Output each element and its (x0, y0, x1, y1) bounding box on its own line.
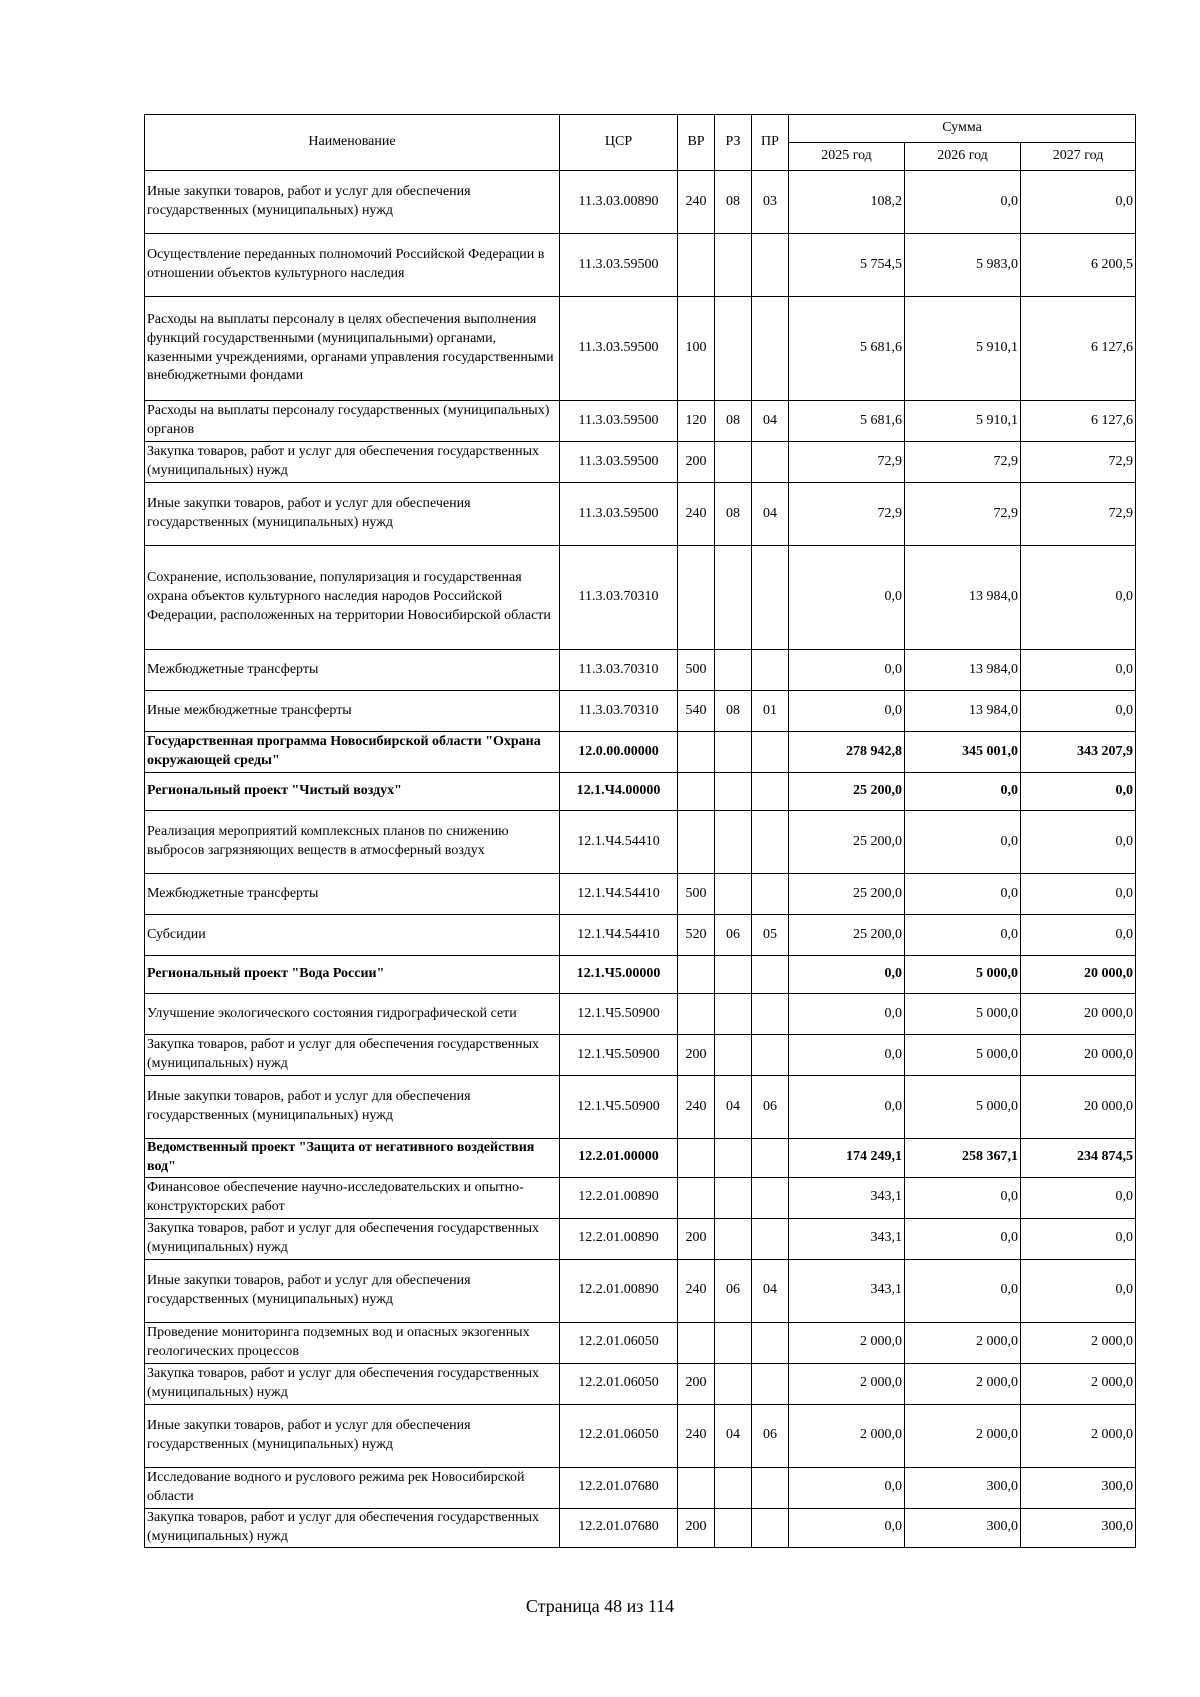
cell-sum-2025: 0,0 (789, 1076, 905, 1139)
budget-table (144, 114, 1136, 1548)
cell-csr: 12.2.01.06050 (560, 1363, 678, 1404)
cell-csr: 12.1.Ч4.54410 (560, 811, 678, 874)
cell-rz: 08 (715, 483, 752, 546)
cell-sum-2026: 72,9 (905, 442, 1021, 483)
table-row (145, 1508, 1136, 1547)
table-row (145, 1076, 1136, 1139)
cell-sum-2027: 0,0 (1021, 915, 1136, 956)
cell-csr: 12.2.01.00890 (560, 1218, 678, 1259)
header-rz: РЗ (715, 115, 752, 171)
table-row (145, 956, 1136, 994)
cell-sum-2025: 2 000,0 (789, 1322, 905, 1363)
cell-pr: 05 (752, 915, 789, 956)
cell-pr (752, 650, 789, 691)
cell-pr: 06 (752, 1404, 789, 1467)
cell-sum-2025: 5 681,6 (789, 297, 905, 401)
cell-rz (715, 1363, 752, 1404)
cell-name: Закупка товаров, работ и услуг для обеспечения государственных (муниципальных) нужд (145, 1363, 560, 1404)
cell-sum-2025: 2 000,0 (789, 1363, 905, 1404)
cell-pr: 04 (752, 1259, 789, 1322)
cell-sum-2027: 72,9 (1021, 483, 1136, 546)
cell-sum-2025: 343,1 (789, 1177, 905, 1218)
cell-sum-2026: 5 910,1 (905, 297, 1021, 401)
table-row (145, 915, 1136, 956)
cell-pr (752, 546, 789, 650)
cell-vr (678, 1139, 715, 1178)
cell-sum-2027: 0,0 (1021, 1218, 1136, 1259)
cell-rz: 06 (715, 1259, 752, 1322)
cell-rz (715, 732, 752, 773)
cell-rz: 04 (715, 1404, 752, 1467)
cell-csr: 12.1.Ч5.00000 (560, 956, 678, 994)
table-row (145, 234, 1136, 297)
cell-csr: 12.2.01.06050 (560, 1404, 678, 1467)
cell-csr: 12.1.Ч4.54410 (560, 915, 678, 956)
table-row (145, 1404, 1136, 1467)
cell-sum-2026: 13 984,0 (905, 546, 1021, 650)
cell-sum-2026: 345 001,0 (905, 732, 1021, 773)
cell-sum-2026: 2 000,0 (905, 1322, 1021, 1363)
cell-vr: 240 (678, 171, 715, 234)
table-row (145, 1218, 1136, 1259)
cell-vr: 240 (678, 1076, 715, 1139)
cell-sum-2027: 0,0 (1021, 1259, 1136, 1322)
cell-name: Субсидии (145, 915, 560, 956)
cell-csr: 12.2.01.07680 (560, 1508, 678, 1547)
cell-rz (715, 773, 752, 811)
cell-rz (715, 546, 752, 650)
cell-rz (715, 1177, 752, 1218)
cell-rz: 08 (715, 171, 752, 234)
table-row (145, 994, 1136, 1035)
cell-sum-2025: 343,1 (789, 1259, 905, 1322)
cell-name: Проведение мониторинга подземных вод и опасных экзогенных геологических процессов (145, 1322, 560, 1363)
cell-csr: 11.3.03.70310 (560, 691, 678, 732)
cell-csr: 12.2.01.07680 (560, 1467, 678, 1508)
cell-name: Расходы на выплаты персоналу государственных (муниципальных) органов (145, 401, 560, 442)
cell-pr: 04 (752, 483, 789, 546)
cell-vr: 500 (678, 874, 715, 915)
cell-name: Закупка товаров, работ и услуг для обеспечения государственных (муниципальных) нужд (145, 1508, 560, 1547)
table-row (145, 874, 1136, 915)
cell-sum-2025: 108,2 (789, 171, 905, 234)
table-row (145, 483, 1136, 546)
cell-rz: 08 (715, 691, 752, 732)
cell-name: Иные межбюджетные трансферты (145, 691, 560, 732)
cell-sum-2026: 5 000,0 (905, 956, 1021, 994)
cell-sum-2026: 0,0 (905, 1177, 1021, 1218)
cell-sum-2025: 278 942,8 (789, 732, 905, 773)
cell-sum-2027: 0,0 (1021, 1177, 1136, 1218)
cell-pr (752, 994, 789, 1035)
cell-pr (752, 1363, 789, 1404)
cell-sum-2027: 20 000,0 (1021, 1035, 1136, 1076)
table-row (145, 691, 1136, 732)
cell-sum-2027: 6 200,5 (1021, 234, 1136, 297)
cell-csr: 11.3.03.70310 (560, 546, 678, 650)
cell-vr (678, 994, 715, 1035)
cell-name: Финансовое обеспечение научно-исследовательских и опытно-конструкторских работ (145, 1177, 560, 1218)
header-vr: ВР (678, 115, 715, 171)
cell-csr: 11.3.03.00890 (560, 171, 678, 234)
cell-vr (678, 546, 715, 650)
cell-sum-2026: 13 984,0 (905, 650, 1021, 691)
table-row (145, 1467, 1136, 1508)
cell-sum-2027: 300,0 (1021, 1508, 1136, 1547)
cell-pr (752, 732, 789, 773)
cell-csr: 12.1.Ч5.50900 (560, 1035, 678, 1076)
cell-rz (715, 297, 752, 401)
cell-name: Иные закупки товаров, работ и услуг для обеспечения государственных (муниципальных) нужд (145, 483, 560, 546)
cell-sum-2025: 72,9 (789, 483, 905, 546)
cell-sum-2025: 0,0 (789, 1508, 905, 1547)
cell-rz (715, 1035, 752, 1076)
cell-vr (678, 773, 715, 811)
cell-sum-2025: 0,0 (789, 1035, 905, 1076)
header-csr: ЦСР (560, 115, 678, 171)
cell-name: Иные закупки товаров, работ и услуг для обеспечения государственных (муниципальных) нужд (145, 1259, 560, 1322)
table-row (145, 1322, 1136, 1363)
cell-pr (752, 811, 789, 874)
cell-sum-2025: 2 000,0 (789, 1404, 905, 1467)
cell-name: Осуществление переданных полномочий Российской Федерации в отношении объектов культурного наследия (145, 234, 560, 297)
cell-vr: 200 (678, 442, 715, 483)
cell-vr: 200 (678, 1508, 715, 1547)
cell-sum-2027: 2 000,0 (1021, 1322, 1136, 1363)
cell-sum-2027: 72,9 (1021, 442, 1136, 483)
cell-vr (678, 1322, 715, 1363)
cell-sum-2025: 25 200,0 (789, 811, 905, 874)
cell-sum-2027: 20 000,0 (1021, 994, 1136, 1035)
cell-name: Межбюджетные трансферты (145, 874, 560, 915)
table-row (145, 1139, 1136, 1178)
table-row (145, 811, 1136, 874)
cell-name: Закупка товаров, работ и услуг для обеспечения государственных (муниципальных) нужд (145, 1035, 560, 1076)
cell-csr: 12.1.Ч4.54410 (560, 874, 678, 915)
cell-name: Реализация мероприятий комплексных планов по снижению выбросов загрязняющих веществ в атмосферный воздух (145, 811, 560, 874)
cell-name: Ведомственный проект "Защита от негативного воздействия вод" (145, 1139, 560, 1178)
cell-name: Региональный проект "Вода России" (145, 956, 560, 994)
cell-sum-2026: 13 984,0 (905, 691, 1021, 732)
cell-sum-2027: 0,0 (1021, 171, 1136, 234)
cell-vr: 240 (678, 483, 715, 546)
cell-csr: 11.3.03.59500 (560, 234, 678, 297)
cell-csr: 12.2.01.00000 (560, 1139, 678, 1178)
cell-csr: 12.0.00.00000 (560, 732, 678, 773)
cell-vr: 100 (678, 297, 715, 401)
cell-csr: 12.1.Ч5.50900 (560, 994, 678, 1035)
cell-pr: 06 (752, 1076, 789, 1139)
cell-pr (752, 234, 789, 297)
cell-sum-2026: 300,0 (905, 1508, 1021, 1547)
cell-vr: 520 (678, 915, 715, 956)
cell-rz (715, 1139, 752, 1178)
cell-pr (752, 442, 789, 483)
cell-name: Сохранение, использование, популяризация и государственная охрана объектов культурного наследия народов Российской Федерации, расположенных на территории Новосибирской области (145, 546, 560, 650)
cell-vr: 120 (678, 401, 715, 442)
cell-rz: 04 (715, 1076, 752, 1139)
cell-sum-2025: 0,0 (789, 994, 905, 1035)
table-row (145, 1177, 1136, 1218)
cell-csr: 12.2.01.00890 (560, 1177, 678, 1218)
table-row (145, 401, 1136, 442)
cell-vr: 200 (678, 1035, 715, 1076)
cell-csr: 11.3.03.70310 (560, 650, 678, 691)
cell-csr: 11.3.03.59500 (560, 401, 678, 442)
cell-sum-2025: 0,0 (789, 650, 905, 691)
cell-sum-2026: 2 000,0 (905, 1363, 1021, 1404)
header-name: Наименование (145, 115, 560, 171)
cell-sum-2025: 25 200,0 (789, 915, 905, 956)
header-year-2025: 2025 год (789, 143, 905, 171)
cell-name: Улучшение экологического состояния гидрографической сети (145, 994, 560, 1035)
table-header (145, 115, 1136, 171)
cell-sum-2027: 2 000,0 (1021, 1404, 1136, 1467)
cell-rz (715, 1467, 752, 1508)
cell-sum-2026: 0,0 (905, 874, 1021, 915)
cell-pr (752, 1467, 789, 1508)
cell-pr (752, 1508, 789, 1547)
cell-sum-2027: 20 000,0 (1021, 956, 1136, 994)
cell-sum-2027: 0,0 (1021, 546, 1136, 650)
cell-sum-2025: 25 200,0 (789, 773, 905, 811)
cell-sum-2025: 0,0 (789, 691, 905, 732)
cell-sum-2026: 5 000,0 (905, 1076, 1021, 1139)
cell-rz (715, 442, 752, 483)
cell-pr (752, 1218, 789, 1259)
cell-sum-2027: 234 874,5 (1021, 1139, 1136, 1178)
cell-rz (715, 1218, 752, 1259)
cell-name: Исследование водного и руслового режима рек Новосибирской области (145, 1467, 560, 1508)
cell-sum-2026: 0,0 (905, 1259, 1021, 1322)
cell-sum-2026: 0,0 (905, 811, 1021, 874)
cell-sum-2027: 6 127,6 (1021, 297, 1136, 401)
table-row (145, 171, 1136, 234)
cell-pr (752, 956, 789, 994)
cell-rz (715, 874, 752, 915)
table-body (145, 171, 1136, 1548)
cell-sum-2025: 343,1 (789, 1218, 905, 1259)
cell-pr (752, 874, 789, 915)
header-pr: ПР (752, 115, 789, 171)
cell-pr (752, 1035, 789, 1076)
cell-sum-2026: 5 910,1 (905, 401, 1021, 442)
cell-rz: 06 (715, 915, 752, 956)
cell-sum-2027: 6 127,6 (1021, 401, 1136, 442)
cell-rz (715, 1322, 752, 1363)
cell-name: Расходы на выплаты персоналу в целях обеспечения выполнения функций государственными (муниципальными) органами, казенными учреждениями, органами управления государственными внебюджетными фондами (145, 297, 560, 401)
cell-name: Государственная программа Новосибирской области "Охрана окружающей среды" (145, 732, 560, 773)
cell-sum-2026: 0,0 (905, 171, 1021, 234)
cell-pr (752, 773, 789, 811)
table-row (145, 1035, 1136, 1076)
cell-pr: 01 (752, 691, 789, 732)
cell-sum-2025: 72,9 (789, 442, 905, 483)
cell-vr: 200 (678, 1363, 715, 1404)
cell-sum-2026: 5 000,0 (905, 994, 1021, 1035)
cell-sum-2025: 0,0 (789, 1467, 905, 1508)
cell-sum-2025: 0,0 (789, 956, 905, 994)
cell-sum-2027: 0,0 (1021, 874, 1136, 915)
cell-csr: 12.1.Ч5.50900 (560, 1076, 678, 1139)
cell-vr: 500 (678, 650, 715, 691)
cell-csr: 12.1.Ч4.00000 (560, 773, 678, 811)
cell-pr: 03 (752, 171, 789, 234)
cell-rz (715, 811, 752, 874)
header-sum: Сумма (789, 115, 1136, 143)
cell-vr (678, 956, 715, 994)
cell-vr: 240 (678, 1259, 715, 1322)
cell-vr: 200 (678, 1218, 715, 1259)
cell-sum-2026: 72,9 (905, 483, 1021, 546)
cell-rz: 08 (715, 401, 752, 442)
table-row (145, 1363, 1136, 1404)
cell-pr (752, 297, 789, 401)
cell-sum-2025: 174 249,1 (789, 1139, 905, 1178)
cell-pr (752, 1322, 789, 1363)
cell-csr: 11.3.03.59500 (560, 483, 678, 546)
cell-rz (715, 234, 752, 297)
cell-rz (715, 994, 752, 1035)
cell-sum-2027: 0,0 (1021, 773, 1136, 811)
cell-sum-2026: 0,0 (905, 1218, 1021, 1259)
cell-vr: 240 (678, 1404, 715, 1467)
cell-csr: 12.2.01.00890 (560, 1259, 678, 1322)
cell-sum-2027: 2 000,0 (1021, 1363, 1136, 1404)
table-row (145, 442, 1136, 483)
cell-sum-2027: 343 207,9 (1021, 732, 1136, 773)
cell-vr (678, 1467, 715, 1508)
table-row (145, 1259, 1136, 1322)
table-row (145, 732, 1136, 773)
cell-sum-2027: 20 000,0 (1021, 1076, 1136, 1139)
cell-csr: 11.3.03.59500 (560, 297, 678, 401)
cell-sum-2027: 0,0 (1021, 650, 1136, 691)
cell-sum-2026: 2 000,0 (905, 1404, 1021, 1467)
cell-sum-2025: 0,0 (789, 546, 905, 650)
cell-csr: 12.2.01.06050 (560, 1322, 678, 1363)
cell-name: Иные закупки товаров, работ и услуг для обеспечения государственных (муниципальных) нужд (145, 171, 560, 234)
cell-rz (715, 650, 752, 691)
cell-sum-2027: 0,0 (1021, 811, 1136, 874)
cell-sum-2027: 300,0 (1021, 1467, 1136, 1508)
table-row (145, 546, 1136, 650)
cell-sum-2025: 5 754,5 (789, 234, 905, 297)
cell-vr (678, 811, 715, 874)
cell-rz (715, 1508, 752, 1547)
cell-pr (752, 1177, 789, 1218)
cell-name: Закупка товаров, работ и услуг для обеспечения государственных (муниципальных) нужд (145, 1218, 560, 1259)
cell-name: Иные закупки товаров, работ и услуг для обеспечения государственных (муниципальных) нужд (145, 1404, 560, 1467)
cell-vr: 540 (678, 691, 715, 732)
table-row (145, 297, 1136, 401)
cell-sum-2026: 258 367,1 (905, 1139, 1021, 1178)
cell-name: Закупка товаров, работ и услуг для обеспечения государственных (муниципальных) нужд (145, 442, 560, 483)
cell-sum-2026: 0,0 (905, 773, 1021, 811)
cell-csr: 11.3.03.59500 (560, 442, 678, 483)
cell-sum-2027: 0,0 (1021, 691, 1136, 732)
cell-pr (752, 1139, 789, 1178)
cell-name: Межбюджетные трансферты (145, 650, 560, 691)
cell-name: Региональный проект "Чистый воздух" (145, 773, 560, 811)
header-year-2027: 2027 год (1021, 143, 1136, 171)
header-year-2026: 2026 год (905, 143, 1021, 171)
page-number: Страница 48 из 114 (525, 1596, 675, 1616)
table-row (145, 773, 1136, 811)
cell-sum-2025: 5 681,6 (789, 401, 905, 442)
cell-sum-2026: 5 000,0 (905, 1035, 1021, 1076)
cell-sum-2026: 5 983,0 (905, 234, 1021, 297)
cell-pr: 04 (752, 401, 789, 442)
cell-vr (678, 234, 715, 297)
cell-name: Иные закупки товаров, работ и услуг для обеспечения государственных (муниципальных) нужд (145, 1076, 560, 1139)
cell-sum-2026: 300,0 (905, 1467, 1021, 1508)
cell-sum-2026: 0,0 (905, 915, 1021, 956)
cell-vr (678, 732, 715, 773)
cell-rz (715, 956, 752, 994)
table-row (145, 650, 1136, 691)
cell-vr (678, 1177, 715, 1218)
cell-sum-2025: 25 200,0 (789, 874, 905, 915)
